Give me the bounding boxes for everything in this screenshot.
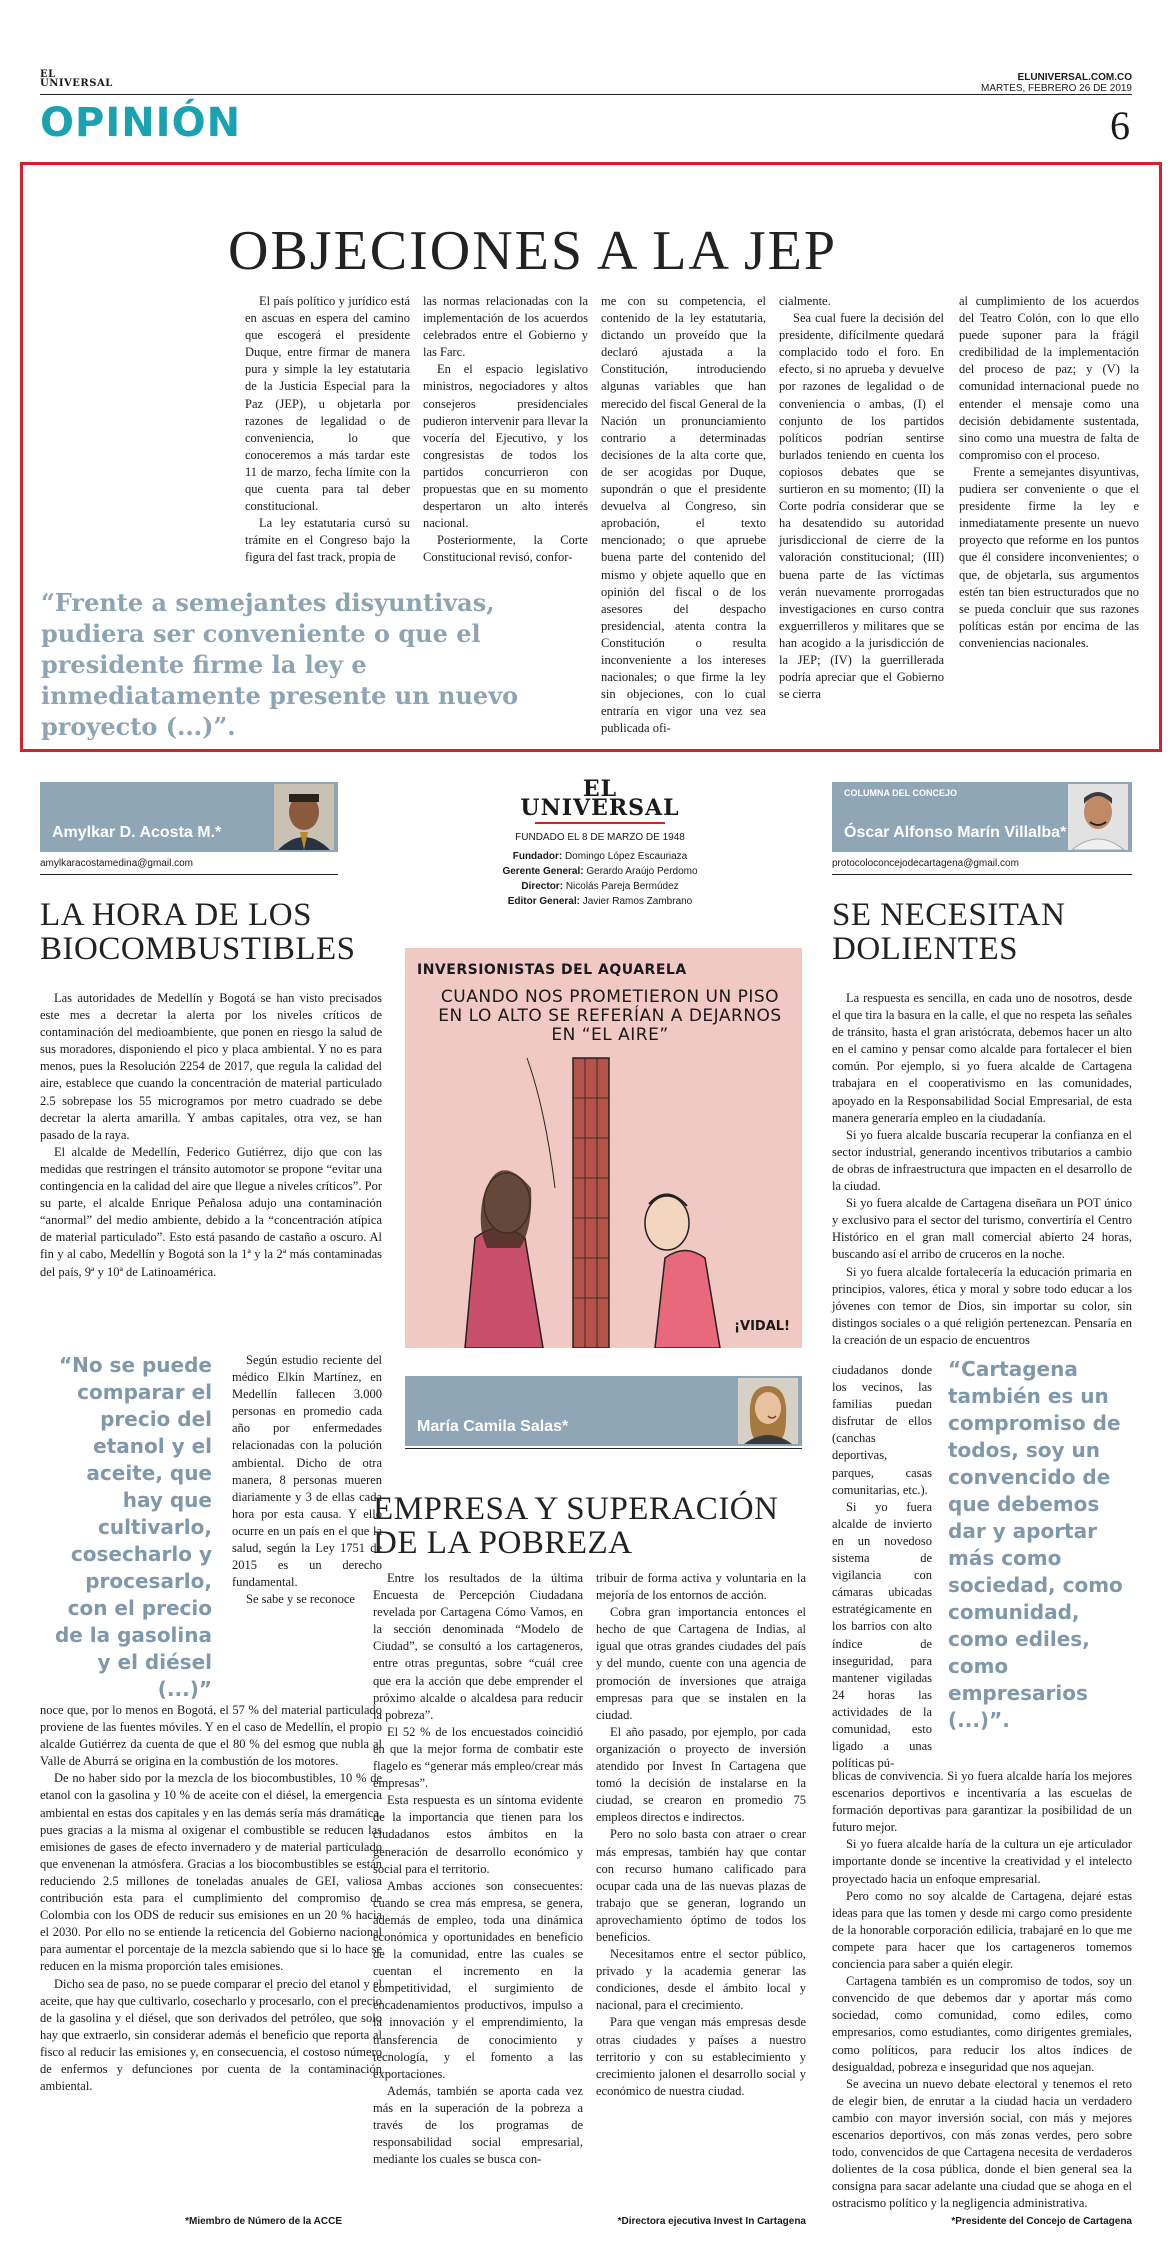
staff-row: Director: Nicolás Pareja Bermúdez: [521, 881, 679, 892]
article-body-narrow: [832, 1362, 932, 1772]
column-kicker: COLUMNA DEL CONCEJO: [844, 788, 958, 798]
paragraph: El alcalde de Medellín, Federico Gutiérrez, dijo que con las medidas que restringen el tránsito automotor se propone “evitar una contingencia en la calidad del aire que llegue a niveles críticos”. Por su parte, el alcalde Enrique Peñalosa adujo una contaminación “anormal” del medio ambiente, debido a la “concentración atípica de material particulado”. Esto está pasando de castaño a oscuro. Al fin y al cabo, Medellín y Bogotá son la 1ª y la 2ª más contaminadas del país, 9ª y 10ª de Latinoamérica.: [40, 1144, 382, 1279]
author-photo: [1068, 784, 1128, 850]
author-footnote: *Presidente del Concejo de Cartagena: [951, 2216, 1132, 2227]
paragraph: blicas de convivencia. Si yo fuera alcalde haría los mejores escenarios deportivos e incentivaría a las escuelas de formación deportivas para garantizar la posibilidad de un futuro mejor.: [832, 1769, 1132, 1835]
staff-row: Fundador: Domingo López Escauriaza: [512, 851, 688, 862]
masthead-logo: EL UNIVERSAL: [520, 776, 680, 821]
founded-date: FUNDADO EL 8 DE MARZO DE 1948: [515, 832, 685, 843]
paragraph: las normas relacionadas con la implementación de los acuerdos celebrados entre el Gobierno y las Farc.: [423, 294, 588, 360]
paragraph: De no haber sido por la mezcla de los biocombustibles, 10 % de etanol con la gasolina y 10 % de aceite con el diésel, la emergencia ambiental en estas dos capitales y en las demás sería más dramática, pues gracias a la misma al oxigenar el combustible se reducen las emisiones de gases de efecto invernadero y de material particulado que envenenan la atmósfera. Gracias a los biocombustibles se están reduciendo 2.5 millones de toneladas anuales de GEI, valiosa contribución esta para el cumplimiento del compromiso de Colombia con los ODS de reducir sus emisiones en un 20 % hacia el 2030. Por ello no se entiende la reticencia del Gobierno nacional para aumentar el porcentaje de la mezcla sabiendo que si lo hace se reducen en la misma proporción tales emisiones.: [40, 1771, 382, 1974]
editorial-cartoon: [405, 948, 802, 1348]
paragraph: Además, también se aporta cada vez más en la superación de la pobreza a través de los programas de responsabilidad social empresarial, mediante los cuales se busca con-: [373, 2083, 583, 2167]
paragraph: Pero como no soy alcalde de Cartagena, dejaré estas ideas para que las tomen y desde mi cargo como presidente de la honorable corporación edilicia, trabajaré en lo que me compete para hacer que los cartageneros tomemos conciencia para saber a quién elegir.: [832, 1888, 1132, 1972]
staff-row: Editor General: Javier Ramos Zambrano: [507, 896, 693, 907]
paragraph: Se avecina un nuevo debate electoral y tenemos el reto de elegir bien, de enrutar a la ciudad hacia un verdadero cambio con mayor inversión social, con más y mejores escenarios deportivos, con más zonas verdes, pero sobre todo, convencidos de que Cartagena necesita de verdaderos dolientes de la cosa pública, donde el bien general sea la consigna para sacar adelante una ciudad que se ahoga en el ostracismo político y la negligencia administrativa.: [832, 2076, 1132, 2211]
cartoon-title: INVERSIONISTAS DEL AQUARELA: [417, 962, 687, 978]
paragraph: Si yo fuera alcalde de invierto en un novedoso sistema de vigilancia con cámaras ubicadas estratégicamente en los barrios con alto índice de inseguridad, para mantener vigiladas 24 horas las actividades de la comunidad, esto ligado a unas políticas pú-: [832, 1499, 932, 1771]
editorial-column-5: [959, 293, 1139, 652]
paragraph: Para que vengan más empresas desde otras ciudades y países a nuestro territorio y con su establecimiento y crecimiento jalonen el desarrollo social y económico de nuestra ciudad.: [596, 2015, 806, 2098]
issue-date: MARTES, FEBRERO 26 DE 2019: [981, 83, 1132, 94]
paragraph: El país político y jurídico está en ascuas en espera del camino que escogerá el presidente Duque, entre firmar de manera pura y simple la ley estatutaria de la Justicia Especial para la Paz (JEP), u objetarla por razones de legalidad o de conveniencia, lo que conoceremos a más tardar este 11 de marzo, fecha límite con la que cuenta para tal deber constitucional.: [245, 294, 410, 514]
author-band-left: [40, 782, 338, 852]
paragraph: me con su competencia, el contenido de la ley estatutaria, dictando un proveído que la declaró ajustada a la Constitución, introduciendo algunas variables que han merecido del fiscal General de la Nación un pronunciamiento contrario a determinadas decisiones de la alta corte que, de ser acogidas por Duque, supondrán o que el presidente devuelva al Congreso, sin aprobación, el texto mencionado; o que apruebe buena parte del contenido del mismo y objete aquello que en opinión del fiscal o de los asesores del despacho presidencial, atenta contra la Constitución o resulta inconveniente a los intereses nacionales; o que firme la ley sin objeciones, con lo cual entraría en vigor una vez sea publicada ofi-: [601, 294, 766, 736]
paragraph: El 52 % de los encuestados coincidió en que la mejor forma de combatir este flagelo es “generar más empleo/crear más empresas”.: [373, 1724, 583, 1791]
article-title: SE NECESITAN DOLIENTES: [832, 897, 1066, 967]
article-column-1: [373, 1570, 583, 2168]
editorial-column-2: [423, 293, 588, 567]
paragraph: tribuir de forma activa y voluntaria en la mejoría de los entornos de acción.: [596, 1571, 806, 1603]
staff-row: Gerente General: Gerardo Araújo Perdomo: [502, 866, 698, 877]
page-number: 6: [1110, 103, 1130, 148]
paragraph: ciudadanos donde los vecinos, las familias puedan disfrutar de ellos (canchas deportivas, parques, casas comunitarias, etc.).: [832, 1363, 932, 1497]
paragraph: Sea cual fuere la decisión del presidente, difícilmente quedará complacido todo el foro. En efecto, si no aprueba y devuelve por razones de legalidad o de conveniencia o ambas, (I) el conjunto de los partidos políticos podrían sentirse burlados teniendo en cuenta los copiosos debates que se surtieron en su momento; (II) la Corte podría considerar que se ha desatendido su autoridad jurisdiccional de cierre de la valoración constitucional; (III) buena parte de las víctimas verán nuevamente prorrogadas investigaciones en curso contra exguerrilleros y militares que se han acogido a la jurisdicción de la JEP; (IV) la guerrillerada podría apreciar que el Gobierno se cierra: [779, 311, 944, 702]
page-header: [40, 64, 1132, 94]
paragraph: Pero no solo basta con atraer o crear más empresas, también hay que contar con recurso humano calificado para ocupar cada una de las nuevas plazas de trabajo que se generan, logrando un aprovechamiento óptimo de todos los beneficios.: [596, 1827, 806, 1944]
paragraph: Se sabe y se reconoce: [246, 1592, 355, 1607]
author-divider: [832, 874, 1132, 875]
editorial-column-1: [245, 293, 410, 567]
editorial-pull-quote: “Frente a semejantes disyuntivas, pudiera ser conveniente o que el presidente firme la ley e inmediatamente presente un nuevo proyecto (...)”.: [41, 588, 519, 741]
article-title: LA HORA DE LOS BIOCOMBUSTIBLES: [40, 897, 356, 967]
editorial-title: OBJECIONES A LA JEP: [228, 220, 837, 282]
paragraph: al cumplimiento de los acuerdos del Teatro Colón, con lo que ello puede suponer para la frágil credibilidad de la implementación del proceso de paz; y (V) la comunidad internacional puede no entender el mensaje como una decisión debidamente sustentada, sino como una muestra de falta de compromiso con el proceso.: [959, 294, 1139, 462]
paragraph: Si yo fuera alcalde buscaría recuperar la confianza en el sector industrial, generando incentivos tributarios a cambio de obras de infraestructura que impacten en el desarrollo de la ciudad.: [832, 1127, 1132, 1194]
author-email[interactable]: protocoloconcejodecartagena@gmail.com: [832, 858, 1019, 869]
paragraph: Necesitamos entre el sector público, privado y la academia generar las condiciones, desde el ámbito local y nacional, para el crecimiento.: [596, 1947, 806, 2013]
paragraph: En el espacio legislativo ministros, negociadores y altos consejeros presidenciales pudieron intervenir para llevar la vocería del Ejecutivo, y los congresistas de todos los partidos concurrieron con propuestas que en su momento despertaron un alto interés nacional.: [423, 362, 588, 531]
paragraph: Las autoridades de Medellín y Bogotá se han visto precisados este mes a decretar la alerta por los niveles críticos de contaminación del medioambiente, que ponen en riesgo la salud de sus moradores, disponiendo el pico y placa ambiental. Y no es para menos, pues la Resolución 2254 de 2017, que regula la calidad del aire, establece que cuando la concentración de material particulado 2.5 sobrepase los 55 microgramos por metro cuadrado se debe decretar la alerta amarilla. Y ambas capitales, otra vez, se han pasado de la raya.: [40, 991, 382, 1142]
paragraph: El año pasado, por ejemplo, por cada organización o proyecto de inversión atendido por Invest In Cartagena que tomó la decisión de instalarse en la ciudad, se crearon en promedio 75 empleos directos e indirectos.: [596, 1724, 806, 1825]
paragraph: La ley estatutaria cursó su trámite en el Congreso bajo la figura del fast track, propia de: [245, 516, 410, 565]
author-divider: [405, 1448, 802, 1449]
paragraph: Ambas acciones son consecuentes: cuando se crea más empresa, se genera, además de empleo, toda una dinámica económica y oportunidades en beneficio de la comunidad, entre las cuales se cuentan el incremento en la competitividad, el surgimiento de encadenamientos productivos, impulso a la innovación y el emprendimiento, la transferencia de conocimiento y tecnología, y el fomento a las exportaciones.: [373, 1878, 583, 2081]
section-title: OPINIÓN: [40, 100, 242, 146]
article-body-top: [40, 990, 382, 1281]
author-band-center: [405, 1376, 802, 1446]
author-photo: [738, 1378, 798, 1444]
masthead: [500, 776, 700, 909]
author-footnote: *Miembro de Número de la ACCE: [185, 2216, 342, 2227]
paragraph: Si yo fuera alcalde de Cartagena diseñara un POT único y exclusivo para el sector del turismo, convertiría el Centro Histórico en el gran mall comercial abierto 24 horas, buscando así el arribo de cruceros en la noche.: [832, 1196, 1132, 1262]
paragraph: Entre los resultados de la última Encuesta de Percepción Ciudadana revelada por Cartagena Cómo Vamos, en la sección denominada “Modelo de Ciudad”, se consultó a los cartageneros, entre otras preguntas, sobre “cuál cree que era la acción que debe emprender el próximo alcalde o alcaldesa para reducir la pobreza”.: [373, 1571, 583, 1722]
article-pull-quote: “No se puede comparar el precio del etanol y el aceite, que hay que cultivarlo, cosecharlo y procesarlo, con el precio de la gasolina y el diésel (...)”: [54, 1353, 212, 1701]
author-email[interactable]: amylkaracostamedina@gmail.com: [40, 858, 193, 869]
cartoon-signature: ¡VIDAL!: [734, 1319, 790, 1334]
article-title: EMPRESA Y SUPERACIÓN DE LA POBREZA: [373, 1491, 779, 1561]
article-body-bottom: [40, 1702, 382, 2095]
paragraph: Si yo fuera alcalde fortalecería la educación primaria en principios, valores, ética y moral y sobre todo educar a los jóvenes con temor de Dios, sin importar su color, sin distingos sociales o a qué religión pertenezcan. Pensaría en la creación de un espacio de encuentros: [832, 1264, 1132, 1347]
author-name: Óscar Alfonso Marín Villalba*: [844, 824, 1067, 841]
article-body-narrow: [232, 1352, 382, 1608]
paragraph: Frente a semejantes disyuntivas, pudiera ser conveniente o que el presidente firme la ley e inmediatamente presente un nuevo proyecto que reforme en los puntos que él considere inconvenientes; o que, de objetarla, sus argumentos estén tan bien estructurados que no se pueda concluir que sus razones políticas están por encima de las conveniencias nacionales.: [959, 464, 1139, 650]
paragraph: cialmente.: [779, 294, 831, 308]
author-photo: [274, 784, 334, 850]
paragraph: Esta respuesta es un síntoma evidente de la importancia que tienen para los ciudadanos estos ámbitos en la generación de desarrollo económico y social para el territorio.: [373, 1793, 583, 1876]
header-divider: [40, 94, 1132, 95]
editorial-box: [20, 162, 1162, 752]
paragraph: La respuesta es sencilla, en cada uno de nosotros, desde el que tira la basura en la calle, el que no respeta las señales de tránsito, hasta el gran aristócrata, debemos hacer un alto en el camino y pensar como alcalde para fortalecer el bien común. Por ejemplo, si yo fuera alcalde de Cartagena trabajara en el cooperativismo en las comunidades, apoyado en la Responsabilidad Social Empresarial, de esta manera generaría empleo en la ciudadanía.: [832, 991, 1132, 1125]
article-column-2: [596, 1570, 806, 2100]
author-name: María Camila Salas*: [417, 1418, 569, 1435]
article-body-bottom: [832, 1768, 1132, 2212]
article-body-top: [832, 990, 1132, 1349]
paragraph: Si yo fuera alcalde haría de la cultura un eje articulador importante donde se incentive la creatividad y el intelecto proyectado hacia un enfoque empresarial.: [832, 1837, 1132, 1886]
article-pull-quote: “Cartagena también es un compromiso de todos, soy un convencido de que debemos dar y aportar más como sociedad, como comunidad, como ediles, como empresarios (...)”.: [948, 1357, 1123, 1732]
cartoon-speech: CUANDO NOS PROMETIERON UN PISO EN LO ALTO SE REFERÍAN A DEJARNOS EN “EL AIRE”: [438, 987, 782, 1045]
paragraph: Dicho sea de paso, no se puede comparar el precio del etanol y el aceite, que hay que cultivarlo, cosecharlo y procesarlo, con el precio de la gasolina y el diésel, que son derivados del petróleo, que solo hay que extraerlo, sin considerar además el beneficio que reporta al fisco al reducir las emisiones y, en consecuencia, el costoso número de enfermos y defunciones por cuenta de la contaminación ambiental.: [40, 1976, 382, 2094]
paragraph: Cartagena también es un compromiso de todos, soy un convencido de que debemos dar y aportar más como sociedad, como comunidad, como ediles, como empresarios, como estudiantes, como dirigentes gremiales, como políticos, para reducir los altos índices de desigualdad, pobreza e inseguridad que nos aquejan.: [832, 1974, 1132, 2074]
paragraph: Posteriormente, la Corte Constitucional revisó, confor-: [423, 533, 588, 565]
paragraph: Según estudio reciente del médico Elkin Martínez, en Medellín fallecen 3.000 personas en promedio cada año por enfermedades relacionadas con la polución ambiental. Dicho de otra manera, 8 personas mueren diariamente y 3 de ellas cada hora por esta causa. Y ello ocurre en un país en el que la salud, según la Ley 1751 de 2015 es un derecho fundamental.: [232, 1353, 382, 1590]
editorial-column-3: [601, 293, 766, 737]
site-link[interactable]: ELUNIVERSAL.COM.CO: [1017, 72, 1132, 83]
editorial-column-4: [779, 293, 944, 703]
masthead-rule: [535, 822, 665, 824]
author-name: Amylkar D. Acosta M.*: [52, 824, 222, 841]
paragraph: noce que, por lo menos en Bogotá, el 57 % del material particulado proviene de las fuentes móviles. Y en el caso de Medellín, el propio alcalde Gutiérrez da cuenta de que el 80 % del esmog que nubla al Valle de Aburrá se origina en la combustión de los motores.: [40, 1703, 382, 1769]
paragraph: Cobra gran importancia entonces el hecho de que Cartagena de Indias, al igual que otras grandes ciudades del país y del mundo, cuente con una agencia de promoción de inversiones que atraiga empresas para que se instalen en la ciudad.: [596, 1605, 806, 1722]
author-divider: [40, 874, 338, 875]
newspaper-logo: EL UNIVERSAL: [40, 69, 113, 89]
header-meta: [981, 72, 1132, 94]
author-footnote: *Directora ejecutiva Invest In Cartagena: [617, 2216, 806, 2227]
author-band-right: [832, 782, 1132, 852]
staff-list: [500, 849, 700, 909]
